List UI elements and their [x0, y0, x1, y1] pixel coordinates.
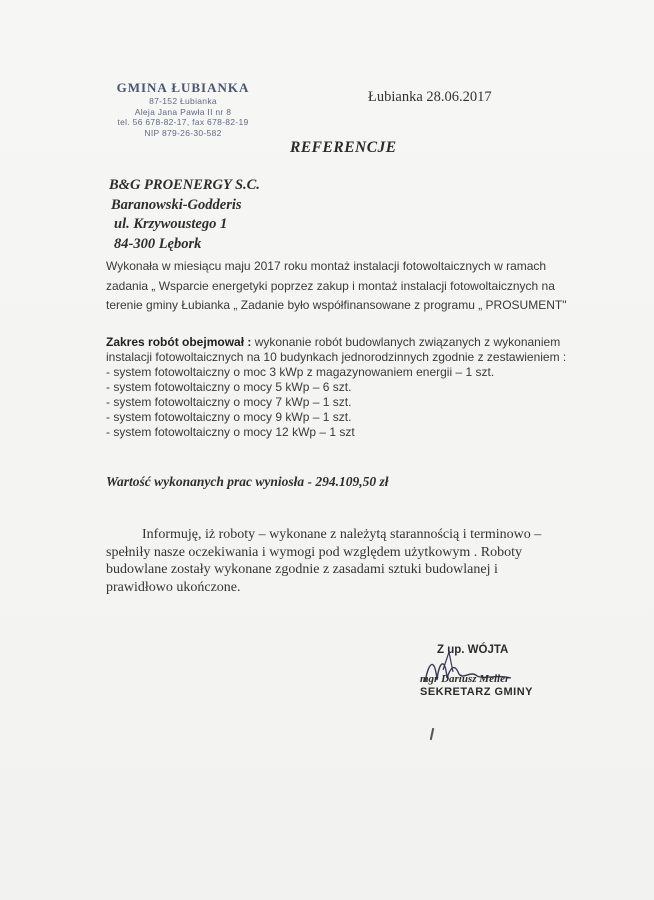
scope-heading: Zakres robót obejmował : [106, 335, 252, 349]
scope-section [106, 335, 576, 440]
document-title: REFERENCJE [290, 139, 397, 156]
intro-line: terenie gminy Łubianka „ Zadanie było współfinansowane z programu „ PROSUMENT" [106, 298, 567, 312]
stamp-name: GMINA ŁUBIANKA [116, 80, 250, 95]
place-date: Łubianka 28.06.2017 [368, 89, 492, 105]
stamp-nip-line: NIP 879-26-30-582 [144, 127, 222, 138]
scope-line: instalacji fotowoltaicznych na 10 budynkach jednorodzinnych zgodnie z zestawieniem : [106, 350, 567, 364]
closing-line: budowlane zostały wykonane zgodnie z zasadami sztuki budowlanej i [106, 562, 498, 577]
recipient-company: B&G PROENERGY S.C. [109, 177, 260, 193]
intro-line: Wykonała w miesiącu maju 2017 roku montaż instalacji fotowoltaicznych w ramach [106, 259, 547, 273]
scope-list-item: - system fotowoltaiczny o moc 3 kWp z magazynowaniem energii – 1 szt. [106, 365, 495, 379]
stamp-address-line: Aleja Jana Pawła II nr 8 [134, 106, 232, 117]
municipality-stamp [108, 80, 258, 138]
closing-paragraph [106, 526, 576, 596]
scope-list-item: - system fotowoltaiczny o mocy 7 kWp – 1 szt. [106, 395, 352, 409]
intro-line: zadania „ Wsparcie energetyki poprzez zakup i montaż instalacji fotowoltaicznych na [106, 278, 555, 293]
signature-name: mgr Dariusz Meller [420, 673, 510, 685]
closing-line: Informuję, iż roboty – wykonane z należytą starannością i terminowo – [142, 527, 542, 542]
scope-list-item: - system fotowoltaiczny o mocy 9 kWp – 1 szt. [106, 410, 352, 424]
pen-mark [430, 728, 434, 740]
stamp-phone-line: tel. 56 678-82-17, fax 678-82-19 [117, 117, 249, 127]
closing-line: prawidłowo ukończone. [106, 579, 241, 595]
intro-paragraph [106, 257, 576, 316]
recipient-block [109, 176, 260, 254]
stamp-address-line: 87-152 Łubianka [149, 96, 217, 106]
signature-role: SEKRETARZ GMINY [420, 686, 534, 698]
scope-list-item: - system fotowoltaiczny o mocy 5 kWp – 6 szt. [106, 380, 352, 394]
signature-on-behalf: Z up. WÓJTA [437, 644, 509, 656]
work-value: Wartość wykonanych prac wyniosła - 294.109,50 zł [106, 474, 389, 489]
recipient-owners: Baranowski-Godderis [111, 196, 242, 213]
scope-first-line [106, 335, 576, 350]
recipient-city: 84-300 Lębork [114, 235, 202, 252]
scope-list-item: - system fotowoltaiczny o mocy 12 kWp – 1 szt [106, 425, 355, 439]
scope-lead: wykonanie robót budowlanych związanych z wykonaniem [251, 335, 561, 349]
recipient-street: ul. Krzywoustego 1 [114, 216, 228, 232]
closing-line: spełniły nasze oczekiwania i wymogi pod względem użytkowym . Roboty [106, 544, 523, 560]
